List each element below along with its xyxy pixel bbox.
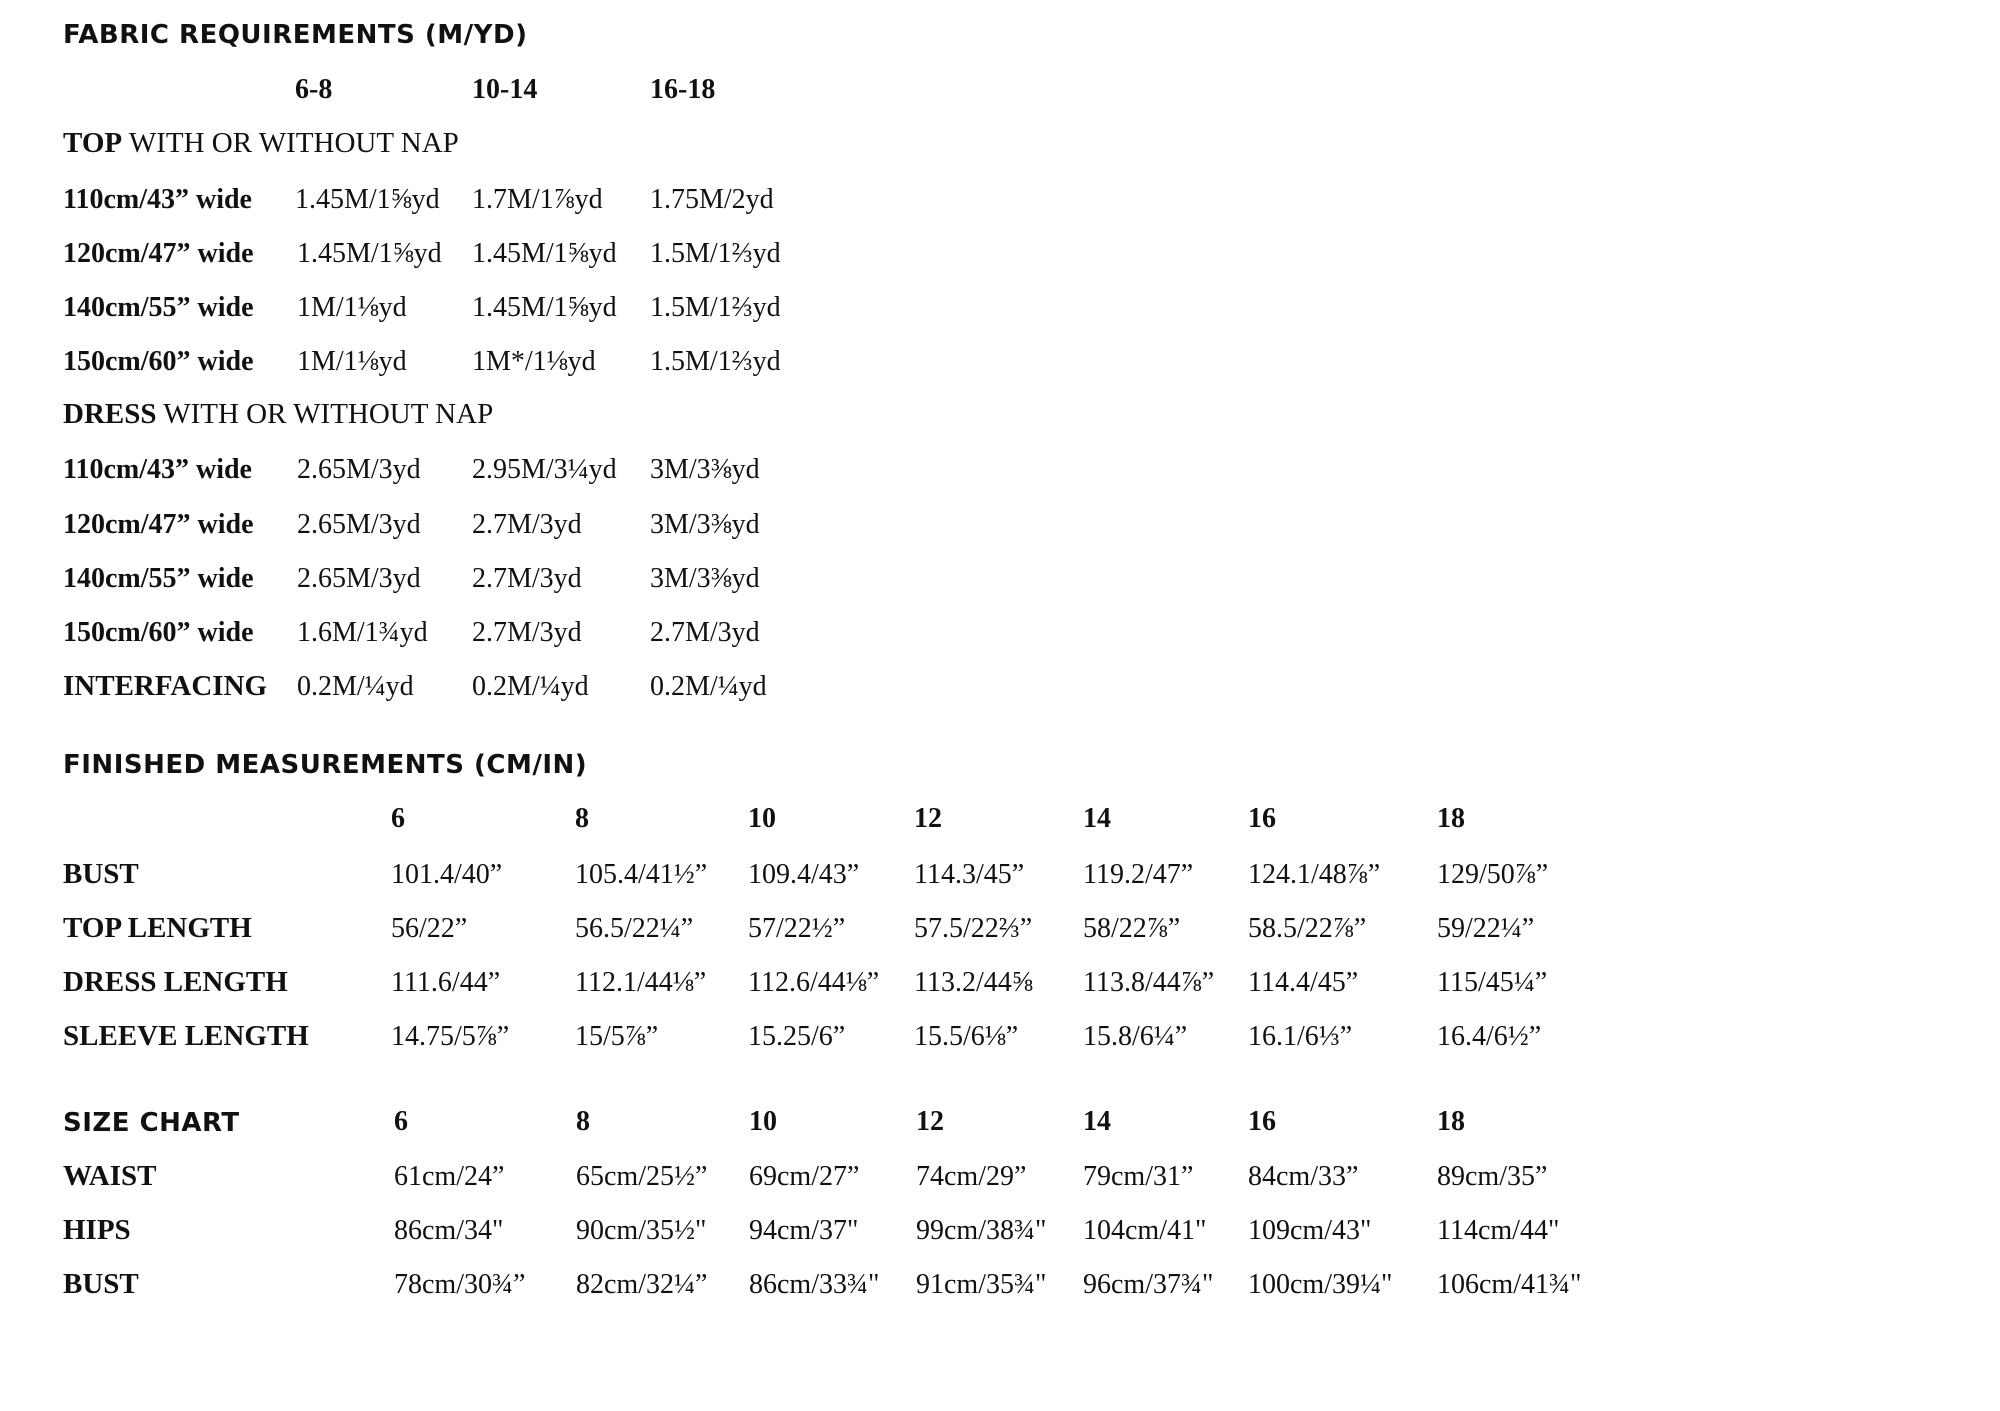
measurement-value: 57.5/22⅔” (914, 913, 1033, 944)
size-chart-value: 86cm/34" (394, 1215, 504, 1246)
size-chart-size-header: 10 (749, 1106, 777, 1137)
measurement-value: 58.5/22⅞” (1248, 913, 1367, 944)
size-chart-size-header: 16 (1248, 1106, 1276, 1137)
interfacing-amount: 0.2M/¼yd (297, 671, 414, 702)
fabric-width-label: 150cm/60” wide (63, 346, 254, 377)
size-chart-value: 91cm/35¾" (916, 1269, 1047, 1300)
measurement-value: 15.5/6⅛” (914, 1021, 1019, 1052)
measurement-value: 59/22¼” (1437, 913, 1535, 944)
fabric-amount: 3M/3⅜yd (650, 454, 760, 485)
fabric-amount: 1.5M/1⅔yd (650, 346, 781, 377)
fabric-amount: 2.95M/3¼yd (472, 454, 617, 485)
size-chart-value: 69cm/27” (749, 1161, 860, 1192)
measurement-value: 15.25/6” (748, 1021, 846, 1052)
finished-size-header: 6 (391, 803, 405, 834)
size-chart-value: 79cm/31” (1083, 1161, 1194, 1192)
measurement-value: 15.8/6¼” (1083, 1021, 1188, 1052)
size-chart-value: 109cm/43" (1248, 1215, 1372, 1246)
measurement-value: 124.1/48⅞” (1248, 859, 1381, 890)
size-chart-value: 65cm/25½” (576, 1161, 708, 1192)
size-chart-value: 104cm/41" (1083, 1215, 1207, 1246)
measurement-value: 56/22” (391, 913, 468, 944)
measurement-value: 129/50⅞” (1437, 859, 1549, 890)
fabric-width-label: 120cm/47” wide (63, 238, 254, 269)
fabric-amount: 1M*/1⅛yd (472, 346, 596, 377)
finished-measurements-title: FINISHED MEASUREMENTS (CM/IN) (63, 750, 588, 780)
fabric-amount: 1.5M/1⅔yd (650, 292, 781, 323)
measurement-label: BUST (63, 858, 139, 890)
measurement-label: TOP LENGTH (63, 912, 252, 944)
interfacing-label: INTERFACING (63, 670, 268, 702)
fabric-amount: 2.65M/3yd (297, 454, 421, 485)
fabric-amount: 2.7M/3yd (472, 563, 582, 594)
fabric-width-label: 140cm/55” wide (63, 563, 254, 594)
interfacing-amount: 0.2M/¼yd (650, 671, 767, 702)
measurement-label: SLEEVE LENGTH (63, 1020, 309, 1052)
fabric-amount: 3M/3⅜yd (650, 563, 760, 594)
size-chart-value: 74cm/29” (916, 1161, 1027, 1192)
finished-size-header: 16 (1248, 803, 1276, 834)
measurement-label: DRESS LENGTH (63, 966, 288, 998)
size-chart-value: 86cm/33¾" (749, 1269, 880, 1300)
dress-section-label: DRESS (63, 398, 157, 430)
top-section-label: TOP (63, 127, 123, 159)
measurement-value: 119.2/47” (1083, 859, 1194, 890)
measurement-value: 113.2/44⅝ (914, 967, 1033, 998)
size-chart-size-header: 18 (1437, 1106, 1465, 1137)
fabric-amount: 1.45M/1⅝yd (472, 238, 617, 269)
interfacing-amount: 0.2M/¼yd (472, 671, 589, 702)
measurement-value: 111.6/44” (391, 967, 501, 998)
measurement-value: 112.1/44⅛” (575, 967, 707, 998)
fabric-size-header: 16-18 (650, 74, 716, 105)
fabric-amount: 1.6M/1¾yd (297, 617, 428, 648)
measurement-value: 101.4/40” (391, 859, 503, 890)
fabric-amount: 1.45M/1⅝yd (295, 184, 440, 215)
fabric-amount: 2.7M/3yd (472, 509, 582, 540)
measurement-value: 57/22½” (748, 913, 846, 944)
fabric-width-label: 110cm/43” wide (63, 184, 252, 215)
top-section-nap-note: WITH OR WITHOUT NAP (122, 127, 459, 159)
finished-size-header: 8 (575, 803, 589, 834)
fabric-amount: 1.7M/1⅞yd (472, 184, 603, 215)
fabric-size-header: 10-14 (472, 74, 538, 105)
size-chart-value: 106cm/41¾" (1437, 1269, 1582, 1300)
measurement-value: 114.3/45” (914, 859, 1025, 890)
measurement-value: 15/5⅞” (575, 1021, 659, 1052)
measurement-value: 16.4/6½” (1437, 1021, 1542, 1052)
size-chart-value: 99cm/38¾" (916, 1215, 1047, 1246)
fabric-amount: 2.65M/3yd (297, 563, 421, 594)
fabric-width-label: 120cm/47” wide (63, 509, 254, 540)
size-chart-value: 84cm/33” (1248, 1161, 1359, 1192)
finished-size-header: 10 (748, 803, 776, 834)
size-chart-size-header: 14 (1083, 1106, 1111, 1137)
top-section-heading (63, 127, 459, 160)
size-chart-value: 94cm/37" (749, 1215, 859, 1246)
finished-size-header: 14 (1083, 803, 1111, 834)
measurement-value: 112.6/44⅛” (748, 967, 880, 998)
measurement-value: 14.75/5⅞” (391, 1021, 510, 1052)
measurement-value: 113.8/44⅞” (1083, 967, 1215, 998)
size-chart-value: 90cm/35½" (576, 1215, 707, 1246)
measurement-value: 105.4/41½” (575, 859, 708, 890)
fabric-width-label: 150cm/60” wide (63, 617, 254, 648)
fabric-amount: 1M/1⅛yd (297, 292, 407, 323)
size-chart-size-header: 6 (394, 1106, 408, 1137)
size-chart-label: HIPS (63, 1214, 131, 1246)
size-chart-label: BUST (63, 1268, 139, 1300)
fabric-amount: 1.45M/1⅝yd (297, 238, 442, 269)
size-chart-value: 82cm/32¼” (576, 1269, 708, 1300)
finished-size-header: 18 (1437, 803, 1465, 834)
fabric-amount: 1M/1⅛yd (297, 346, 407, 377)
measurement-value: 16.1/6⅓” (1248, 1021, 1353, 1052)
measurement-value: 56.5/22¼” (575, 913, 694, 944)
finished-size-header: 12 (914, 803, 942, 834)
size-chart-value: 61cm/24” (394, 1161, 505, 1192)
fabric-amount: 2.65M/3yd (297, 509, 421, 540)
fabric-amount: 1.45M/1⅝yd (472, 292, 617, 323)
size-chart-label: WAIST (63, 1160, 157, 1192)
fabric-width-label: 140cm/55” wide (63, 292, 254, 323)
fabric-size-header: 6-8 (295, 74, 333, 105)
dress-section-nap-note: WITH OR WITHOUT NAP (156, 398, 494, 430)
size-chart-value: 89cm/35” (1437, 1161, 1548, 1192)
size-chart-value: 114cm/44" (1437, 1215, 1560, 1246)
size-chart-title: SIZE CHART (63, 1108, 240, 1138)
measurement-value: 115/45¼” (1437, 967, 1548, 998)
size-chart-size-header: 8 (576, 1106, 590, 1137)
size-chart-value: 96cm/37¾" (1083, 1269, 1214, 1300)
fabric-amount: 1.75M/2yd (650, 184, 774, 215)
measurement-value: 114.4/45” (1248, 967, 1359, 998)
measurement-value: 58/22⅞” (1083, 913, 1181, 944)
fabric-requirements-title: FABRIC REQUIREMENTS (M/YD) (63, 20, 528, 50)
fabric-amount: 2.7M/3yd (472, 617, 582, 648)
size-chart-size-header: 12 (916, 1106, 944, 1137)
fabric-amount: 3M/3⅜yd (650, 509, 760, 540)
size-chart-value: 100cm/39¼" (1248, 1269, 1393, 1300)
size-chart-value: 78cm/30¾” (394, 1269, 526, 1300)
fabric-amount: 2.7M/3yd (650, 617, 760, 648)
measurement-value: 109.4/43” (748, 859, 860, 890)
fabric-width-label: 110cm/43” wide (63, 454, 252, 485)
dress-section-heading (63, 398, 493, 431)
fabric-amount: 1.5M/1⅔yd (650, 238, 781, 269)
